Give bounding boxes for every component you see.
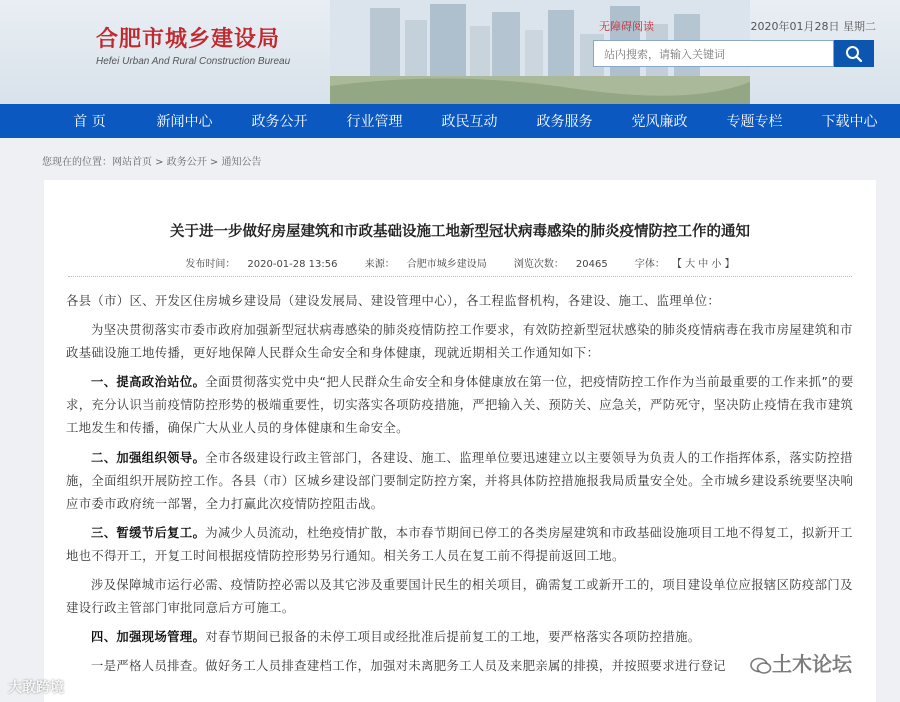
font-size-options[interactable]: 【 大 中 小 】 xyxy=(676,259,735,270)
section-3-text: 为减少人员流动，杜绝疫情扩散，本市春节期间已停工的各类房屋建筑和市政基础设施项目工地不得复工，拟新开工地也不得开工，开复工时间根据疫情防控形势另行通知。相关务工人员在复工前不得提前返回工地。 xyxy=(66,525,853,563)
views-label: 浏览次数： xyxy=(513,259,564,270)
section-2 xyxy=(66,447,858,516)
section-3-extra: 涉及保障城市运行必需、疫情防控必需以及其它涉及重要国计民生的相关项目，确需复工或新开工的，项目建设单位应报辖区防疫部门及建设行政主管部门审批同意后方可施工。 xyxy=(66,578,853,616)
intro-paragraph: 为坚决贯彻落实市委市政府加强新型冠状病毒感染的肺炎疫情防控工作要求，有效防控新型冠状感染的肺炎疫情病毒在我市房屋建筑和市政基础设施工地传播，更好地保障人民群众生命安全和身体健康，现就近期相关工作通知如下： xyxy=(66,323,853,361)
source-value: 合肥市城乡建设局 xyxy=(406,259,487,270)
forum-watermark-text: 土木论坛 xyxy=(772,652,852,676)
section-1-heading: 一、提高政治站位。 xyxy=(91,375,206,390)
article-title: 关于进一步做好房屋建筑和市政基础设施工地新型冠状病毒感染的肺炎疫情防控工作的通知 xyxy=(170,224,750,240)
site-header xyxy=(0,0,900,104)
search-icon xyxy=(845,45,863,63)
site-logo-title[interactable]: 合肥市城乡建设局 xyxy=(96,27,281,52)
search-button[interactable] xyxy=(834,40,874,67)
accessible-reading-link[interactable]: 无障碍阅读 xyxy=(599,20,654,33)
section-2-text: 全市各级建设行政主管部门，各建设、施工、监理单位要迅速建立以主要领导为负责人的工作指挥体系，落实防控措施，全面组织开展防控工作。各县（市）区城乡建设部门要制定防控方案，并将具体防控措施报我局质量安全处。全市城乡建设系统要坚决响应市委市政府统一部署，全力打赢此次疫情防控阻击战。 xyxy=(66,450,854,511)
breadcrumb-path[interactable]: 网站首页 > 政务公开 > 通知公告 xyxy=(112,157,262,168)
salutation: 各县（市）区、开发区住房城乡建设局（建设发展局、建设管理中心），各工程监督机构，各建设、施工、监理单位： xyxy=(66,294,721,308)
breadcrumb xyxy=(42,153,261,168)
section-4-item-1: 一是严格人员排查。做好务工人员排查建档工作，加强对未离肥务工人员及来肥亲属的排摸，并按照要求进行登记 xyxy=(91,659,726,674)
published-time: 2020-01-28 13:56 xyxy=(247,259,338,270)
section-1 xyxy=(66,371,858,440)
section-4 xyxy=(66,626,858,649)
nav-item-integrity[interactable]: 党风廉政 xyxy=(631,114,688,130)
nav-item-government-services[interactable]: 政务服务 xyxy=(536,114,593,130)
forum-watermark xyxy=(750,648,852,677)
title-divider xyxy=(68,276,852,277)
nav-item-downloads[interactable]: 下载中心 xyxy=(821,114,878,130)
section-3 xyxy=(66,522,858,568)
published-label: 发布时间： xyxy=(185,259,236,270)
bottom-watermark xyxy=(8,677,64,697)
search-input[interactable] xyxy=(593,40,834,67)
wechat-icon xyxy=(750,657,772,675)
nav-item-home[interactable]: 首 页 xyxy=(73,114,106,130)
font-size-label: 字体： xyxy=(634,259,665,270)
nav-item-government-affairs[interactable]: 政务公开 xyxy=(251,114,308,130)
bottom-watermark-text: 大敢跨境 xyxy=(8,680,64,696)
views-count: 20465 xyxy=(575,259,608,270)
current-date: 2020年01月28日 星期二 xyxy=(750,20,876,33)
article-body xyxy=(66,290,858,684)
article-meta xyxy=(44,255,876,270)
section-2-heading: 二、加强组织领导。 xyxy=(91,450,206,465)
site-logo-subtitle: Hefei Urban And Rural Construction Bureau xyxy=(96,56,291,67)
article-card xyxy=(44,180,876,702)
section-4-heading: 四、加强现场管理。 xyxy=(91,630,206,645)
section-3-heading: 三、暂缓节后复工。 xyxy=(91,525,206,540)
main-nav xyxy=(0,104,900,138)
nav-item-news[interactable]: 新闻中心 xyxy=(156,114,213,130)
nav-item-industry-management[interactable]: 行业管理 xyxy=(346,114,403,130)
nav-item-special-topics[interactable]: 专题专栏 xyxy=(726,114,783,130)
breadcrumb-prefix: 您现在的位置： xyxy=(42,157,112,168)
section-1-text: 全面贯彻落实党中央“把人民群众生命安全和身体健康放在第一位，把疫情防控工作作为当前最重要的工作来抓”的要求，充分认识当前疫情防控形势的极端重要性，切实落实各项防疫措施，严把输入关、预防关、应急关，严防死守，坚决防止疫情在我市建筑工地发生和传播，确保广大从业人员的身体健康和生命安全。 xyxy=(66,375,854,436)
section-4-text: 对春节期间已报备的未停工项目或经批准后提前复工的工地，要严格落实各项防控措施。 xyxy=(205,630,701,645)
source-label: 来源： xyxy=(364,259,395,270)
nav-item-public-interaction[interactable]: 政民互动 xyxy=(441,114,498,130)
